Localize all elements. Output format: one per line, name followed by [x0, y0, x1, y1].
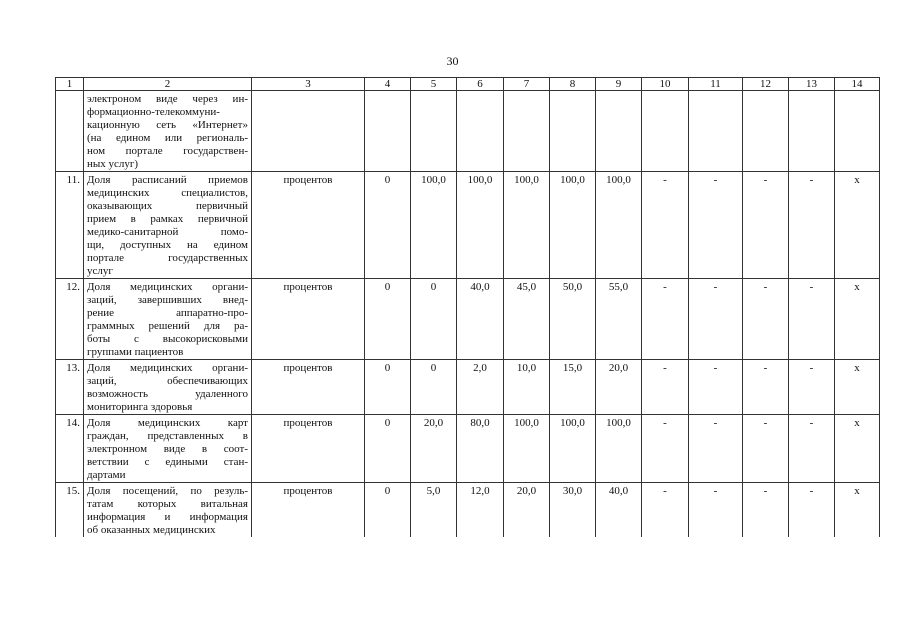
value-cell-c4: 0 — [365, 360, 411, 415]
description-line: портале государственных — [87, 252, 248, 264]
value-cell-c11: - — [689, 360, 743, 415]
value-cell-c14: х — [835, 415, 880, 483]
description-line: услуг — [87, 265, 113, 277]
value-cell-c12: - — [743, 279, 789, 360]
value-cell-c12: - — [743, 172, 789, 279]
description-line: прием в рамках первичной — [87, 213, 248, 225]
column-header-6: 6 — [457, 78, 504, 91]
table-body — [56, 91, 880, 538]
column-header-4: 4 — [365, 78, 411, 91]
description-line: заций, завершивших внед- — [87, 294, 248, 306]
unit-cell: процентов — [252, 483, 365, 538]
value-cell-c14: х — [835, 483, 880, 538]
column-header-1: 1 — [56, 78, 84, 91]
indicator-description — [84, 279, 252, 360]
description-line: медико-санитарной помо- — [87, 226, 248, 238]
value-cell-c5: 5,0 — [411, 483, 457, 538]
description-line: боты с высокорисковыми — [87, 333, 248, 345]
header-row — [56, 78, 880, 91]
row-number: 14. — [56, 415, 84, 483]
unit-cell: процентов — [252, 172, 365, 279]
page-number: 30 — [446, 54, 459, 68]
value-cell-c5: 0 — [411, 360, 457, 415]
description-line: (на едином или региональ- — [87, 132, 248, 144]
value-cell-c10: - — [642, 415, 689, 483]
value-cell-c12: - — [743, 483, 789, 538]
value-cell-c14: х — [835, 172, 880, 279]
value-cell-c7: 100,0 — [504, 415, 550, 483]
unit-cell — [252, 91, 365, 172]
value-cell-c5: 100,0 — [411, 172, 457, 279]
value-cell-c13: - — [789, 172, 835, 279]
column-header-3: 3 — [252, 78, 365, 91]
value-cell-c9: 100,0 — [596, 415, 642, 483]
value-cell-c6: 12,0 — [457, 483, 504, 538]
column-header-13: 13 — [789, 78, 835, 91]
value-cell-c7: 45,0 — [504, 279, 550, 360]
description-line: об оказанных медицинских — [87, 524, 216, 536]
value-cell-c7: 10,0 — [504, 360, 550, 415]
value-cell-c11: - — [689, 483, 743, 538]
value-cell-c14 — [835, 91, 880, 172]
row-number: 15. — [56, 483, 84, 538]
value-cell-c8: 100,0 — [550, 415, 596, 483]
column-header-5: 5 — [411, 78, 457, 91]
value-cell-c4: 0 — [365, 415, 411, 483]
description-line: заций, обеспечивающих — [87, 375, 248, 387]
value-cell-c12: - — [743, 360, 789, 415]
value-cell-c11: - — [689, 172, 743, 279]
value-cell-c4: 0 — [365, 172, 411, 279]
value-cell-c9 — [596, 91, 642, 172]
column-header-11: 11 — [689, 78, 743, 91]
value-cell-c6: 100,0 — [457, 172, 504, 279]
value-cell-c6: 80,0 — [457, 415, 504, 483]
column-header-7: 7 — [504, 78, 550, 91]
table-row — [56, 91, 880, 172]
column-header-10: 10 — [642, 78, 689, 91]
value-cell-c6: 40,0 — [457, 279, 504, 360]
value-cell-c10 — [642, 91, 689, 172]
value-cell-c5: 20,0 — [411, 415, 457, 483]
value-cell-c11: - — [689, 279, 743, 360]
row-number: 12. — [56, 279, 84, 360]
description-line: ном портале государствен- — [87, 145, 248, 157]
row-number — [56, 91, 84, 172]
value-cell-c13: - — [789, 415, 835, 483]
table-row — [56, 415, 880, 483]
description-line: оказывающих первичный — [87, 200, 248, 212]
description-line: граммных решений для ра- — [87, 320, 248, 332]
value-cell-c5: 0 — [411, 279, 457, 360]
description-line: формационно-телекоммуни- — [87, 106, 220, 118]
description-line: граждан, представленных в — [87, 430, 248, 442]
value-cell-c10: - — [642, 483, 689, 538]
row-number: 11. — [56, 172, 84, 279]
value-cell-c8 — [550, 91, 596, 172]
value-cell-c4: 0 — [365, 483, 411, 538]
value-cell-c13 — [789, 91, 835, 172]
value-cell-c8: 50,0 — [550, 279, 596, 360]
value-cell-c8: 100,0 — [550, 172, 596, 279]
value-cell-c9: 100,0 — [596, 172, 642, 279]
value-cell-c7 — [504, 91, 550, 172]
unit-cell: процентов — [252, 415, 365, 483]
unit-cell: процентов — [252, 360, 365, 415]
value-cell-c10: - — [642, 279, 689, 360]
column-header-8: 8 — [550, 78, 596, 91]
table-row — [56, 483, 880, 538]
value-cell-c14: х — [835, 360, 880, 415]
description-line: мониторинга здоровья — [87, 401, 193, 413]
description-line: Доля медицинских органи- — [87, 362, 248, 374]
table-row — [56, 172, 880, 279]
indicator-description — [84, 91, 252, 172]
value-cell-c10: - — [642, 360, 689, 415]
value-cell-c8: 30,0 — [550, 483, 596, 538]
value-cell-c12: - — [743, 415, 789, 483]
description-line: возможность удаленного — [87, 388, 248, 400]
value-cell-c10: - — [642, 172, 689, 279]
table-row — [56, 360, 880, 415]
value-cell-c11: - — [689, 415, 743, 483]
value-cell-c11 — [689, 91, 743, 172]
description-line: электронном виде в соот- — [87, 443, 248, 455]
description-line: рение аппаратно-про- — [87, 307, 248, 319]
value-cell-c14: х — [835, 279, 880, 360]
value-cell-c9: 20,0 — [596, 360, 642, 415]
description-line: группами пациентов — [87, 346, 184, 358]
description-line: информация и информация — [87, 511, 248, 523]
description-line: кационную сеть «Интернет» — [87, 119, 248, 131]
value-cell-c6: 2,0 — [457, 360, 504, 415]
indicator-description — [84, 360, 252, 415]
description-line: Доля посещений, по резуль- — [87, 485, 248, 497]
value-cell-c9: 55,0 — [596, 279, 642, 360]
unit-cell: процентов — [252, 279, 365, 360]
value-cell-c13: - — [789, 279, 835, 360]
indicator-description — [84, 483, 252, 538]
column-header-14: 14 — [835, 78, 880, 91]
description-line: Доля медицинских карт — [87, 417, 248, 429]
column-header-2: 2 — [84, 78, 252, 91]
description-line: татам которых витальная — [87, 498, 248, 510]
value-cell-c6 — [457, 91, 504, 172]
description-line: Доля расписаний приемов — [87, 174, 248, 186]
value-cell-c12 — [743, 91, 789, 172]
description-line: медицинских специалистов, — [87, 187, 248, 199]
value-cell-c9: 40,0 — [596, 483, 642, 538]
table-row — [56, 279, 880, 360]
description-line: ветствии с едиными стан- — [87, 456, 248, 468]
column-header-9: 9 — [596, 78, 642, 91]
value-cell-c4 — [365, 91, 411, 172]
value-cell-c7: 100,0 — [504, 172, 550, 279]
indicators-table — [55, 77, 880, 537]
value-cell-c8: 15,0 — [550, 360, 596, 415]
value-cell-c13: - — [789, 483, 835, 538]
row-number: 13. — [56, 360, 84, 415]
indicator-description — [84, 172, 252, 279]
description-line: ных услуг) — [87, 158, 139, 170]
value-cell-c4: 0 — [365, 279, 411, 360]
value-cell-c5 — [411, 91, 457, 172]
indicator-description — [84, 415, 252, 483]
description-line: электроном виде через ин- — [87, 93, 248, 105]
column-header-12: 12 — [743, 78, 789, 91]
description-line: дартами — [87, 469, 126, 481]
value-cell-c7: 20,0 — [504, 483, 550, 538]
description-line: Доля медицинских органи- — [87, 281, 248, 293]
description-line: щи, доступных на едином — [87, 239, 248, 251]
value-cell-c13: - — [789, 360, 835, 415]
